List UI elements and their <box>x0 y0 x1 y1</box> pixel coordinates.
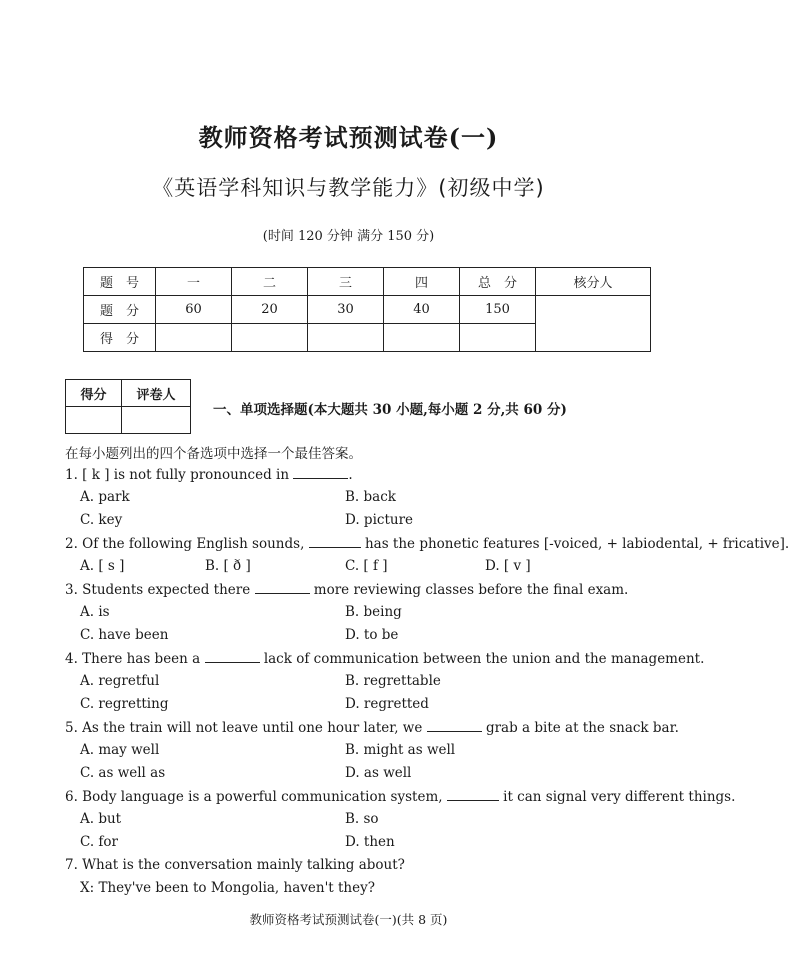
header-cell: 二 <box>232 268 308 296</box>
earned-cell[interactable] <box>384 324 460 352</box>
header-cell: 一 <box>156 268 232 296</box>
answer-blank <box>427 719 482 732</box>
earned-cell[interactable] <box>308 324 384 352</box>
stem-text: 5. As the train will not leave until one hour later, we <box>65 720 423 736</box>
option: C. regretting <box>80 696 169 712</box>
option: C. key <box>80 512 123 528</box>
earned-cell[interactable] <box>460 324 536 352</box>
option: A. but <box>80 811 122 827</box>
page-footer: 教师资格考试预测试卷(一)(共 8 页) <box>249 912 448 927</box>
question-stem <box>65 719 679 736</box>
option: D. picture <box>345 512 414 528</box>
question-stem <box>65 788 735 805</box>
option: A. park <box>80 489 130 505</box>
stem-text: lack of communication between the union and the management. <box>263 651 705 667</box>
stem-text: 1. [ k ] is not fully pronounced in <box>65 467 290 483</box>
option: C. as well as <box>80 765 166 781</box>
earned-label-cell: 得 分 <box>84 324 156 352</box>
instruction: 在每小题列出的四个备选项中选择一个最佳答案。 <box>65 446 362 462</box>
question-stem <box>65 581 628 598</box>
option: B. [ ð ] <box>205 558 251 574</box>
header-cell: 三 <box>308 268 384 296</box>
checker-signature-cell[interactable] <box>536 296 651 352</box>
option: D. to be <box>345 627 399 643</box>
option: D. regretted <box>345 696 429 712</box>
header-cell: 核分人 <box>536 268 651 296</box>
option: A. regretful <box>80 673 160 689</box>
dialogue-line: X: They've been to Mongolia, haven't they? <box>80 880 375 896</box>
points-cell: 40 <box>384 296 460 324</box>
question-stem <box>65 466 353 483</box>
answer-blank <box>255 581 310 594</box>
option: A. is <box>80 604 110 620</box>
exam-subtitle: 《英语学科知识与教学能力》(初级中学) <box>152 176 545 200</box>
grader-score-cell[interactable] <box>66 407 122 434</box>
stem-text: has the phonetic features [-voiced, + labiodental, + fricative]. <box>364 536 789 552</box>
option: B. being <box>345 604 402 620</box>
option: D. as well <box>345 765 412 781</box>
answer-blank <box>309 535 361 548</box>
grader-box-header-row <box>66 380 191 407</box>
stem-text: 4. There has been a <box>65 651 201 667</box>
stem-text: 2. Of the following English sounds, <box>65 536 305 552</box>
option: C. [ f ] <box>345 558 388 574</box>
stem-text: . <box>348 467 353 483</box>
grader-box <box>65 379 191 434</box>
stem-text: it can signal very different things. <box>503 789 736 805</box>
option: A. may well <box>80 742 160 758</box>
earned-cell[interactable] <box>156 324 232 352</box>
section-title: 一、单项选择题(本大题共 30 小题,每小题 2 分,共 60 分) <box>213 402 567 418</box>
grader-score-label: 得分 <box>66 380 122 407</box>
score-table-points-row <box>84 296 651 324</box>
option: D. [ v ] <box>485 558 531 574</box>
answer-blank <box>205 650 260 663</box>
points-cell: 150 <box>460 296 536 324</box>
stem-text: more reviewing classes before the final exam. <box>313 582 629 598</box>
option: D. then <box>345 834 395 850</box>
grader-name-cell[interactable] <box>122 407 191 434</box>
option: B. regrettable <box>345 673 441 689</box>
option: B. back <box>345 489 396 505</box>
option: C. have been <box>80 627 169 643</box>
score-table <box>83 267 651 352</box>
grader-box-input-row <box>66 407 191 434</box>
score-table-header-row <box>84 268 651 296</box>
header-cell: 题 号 <box>84 268 156 296</box>
question-stem <box>65 535 789 552</box>
option: B. might as well <box>345 742 456 758</box>
grader-name-label: 评卷人 <box>122 380 191 407</box>
earned-cell[interactable] <box>232 324 308 352</box>
points-label-cell: 题 分 <box>84 296 156 324</box>
header-cell: 四 <box>384 268 460 296</box>
points-cell: 60 <box>156 296 232 324</box>
option: B. so <box>345 811 379 827</box>
header-cell: 总 分 <box>460 268 536 296</box>
stem-text: 6. Body language is a powerful communication system, <box>65 789 443 805</box>
question-stem <box>65 650 704 667</box>
exam-title: 教师资格考试预测试卷(一) <box>198 123 499 152</box>
answer-blank <box>293 466 348 479</box>
option: C. for <box>80 834 119 850</box>
time-note: (时间 120 分钟 满分 150 分) <box>262 229 435 244</box>
stem-text: 3. Students expected there <box>65 582 251 598</box>
points-cell: 20 <box>232 296 308 324</box>
answer-blank <box>447 788 499 801</box>
option: A. [ s ] <box>80 558 125 574</box>
points-cell: 30 <box>308 296 384 324</box>
stem-text: grab a bite at the snack bar. <box>485 720 679 736</box>
question-stem: 7. What is the conversation mainly talking about? <box>65 857 405 873</box>
